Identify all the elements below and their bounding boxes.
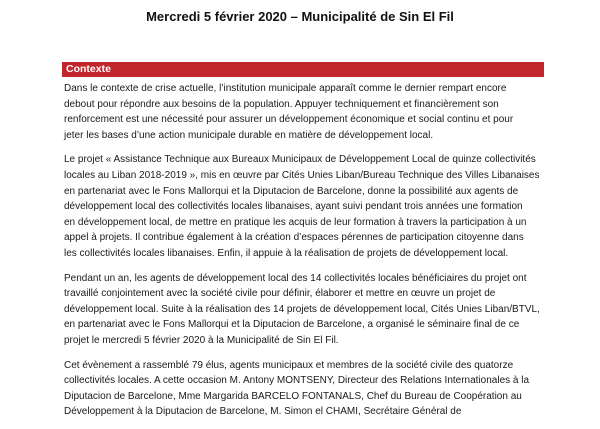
paragraph <box>64 152 546 261</box>
paragraph <box>64 358 546 420</box>
paragraph-line: Le projet « Assistance Technique aux Bureaux Municipaux de Développement Local de quinze collectivités <box>64 154 536 166</box>
paragraph-line: en partenariat avec le Fons Mallorqui et la Diputacion de Barcelone, a organisé le séminaire final de ce <box>64 319 520 331</box>
paragraph-line: jeter les bases d’une action municipale durable en matière de développement local. <box>64 129 434 141</box>
paragraph-line: Développement à la Diputacion de Barcelone, M. Simon el CHAMI, Secrétaire Général de <box>64 406 462 418</box>
paragraph-line: collectivités locales. A cette occasion M. Antony MONTSENY, Directeur des Relations Internationales à la <box>64 375 530 387</box>
paragraph <box>64 271 546 349</box>
paragraph-line: debout pour répondre aux besoins de la population. Appuyer techniquement et financièrement son <box>64 98 499 110</box>
paragraph-line: Pendant un an, les agents de développement local des 14 collectivités locales bénéficiaires du projet ont <box>64 272 527 284</box>
paragraph-line: développement local des collectivités locales libanaises, ayant suivi pendant trois années une formation <box>64 201 523 213</box>
paragraph-line: travaillé conjointement avec la société civile pour définir, élaborer et mettre en œuvre un projet de <box>64 288 496 300</box>
paragraph-line: en partenariat avec le Fons Mallorqui et la Diputacion de Barcelone, donne la possibilité aux agents de <box>64 185 519 197</box>
paragraph-line: les collectivités locales libanaises. Enfin, il appuie à la réalisation de projets de développement local. <box>64 247 509 259</box>
paragraph-line: projet le mercredi 5 février 2020 à la Municipalité de Sin El Fil. <box>64 334 339 346</box>
document-title: Mercredi 5 février 2020 – Municipalité de Sin El Fil <box>146 9 454 24</box>
paragraph-line: Diputacion de Barcelone, Mme Margarida BARCELO FONTANALS, Chef du Bureau de Coopération au <box>64 390 522 402</box>
paragraph-line: renforcement est une nécessité pour assurer un développement économique et social continu et pour <box>64 114 514 126</box>
paragraph-line: développement local. Suite à la réalisation des 14 projets de développement local, Cités Unies Liban/BTVL, <box>64 303 540 315</box>
paragraph-line: locales au Liban 2018-2019 », mis en œuvre par Cités Unies Liban/Bureau Technique des Villes Libanaises <box>64 169 540 181</box>
paragraph-line: en développement local, de mettre en pratique les acquis de leur formation à travers la participation à un <box>64 216 527 228</box>
section-header-contexte: Contexte <box>62 62 544 77</box>
document-body <box>64 81 546 429</box>
paragraph-line: Dans le contexte de crise actuelle, l’institution municipale apparaît comme le dernier rempart encore <box>64 83 507 94</box>
paragraph-line: appel à projets. Il contribue également à la création d’espaces pérennes de participation citoyenne dans <box>64 232 524 244</box>
paragraph <box>64 81 546 143</box>
paragraph-line: Cet évènement a rassemblé 79 élus, agents municipaux et membres de la société civile des quatorze <box>64 359 514 371</box>
